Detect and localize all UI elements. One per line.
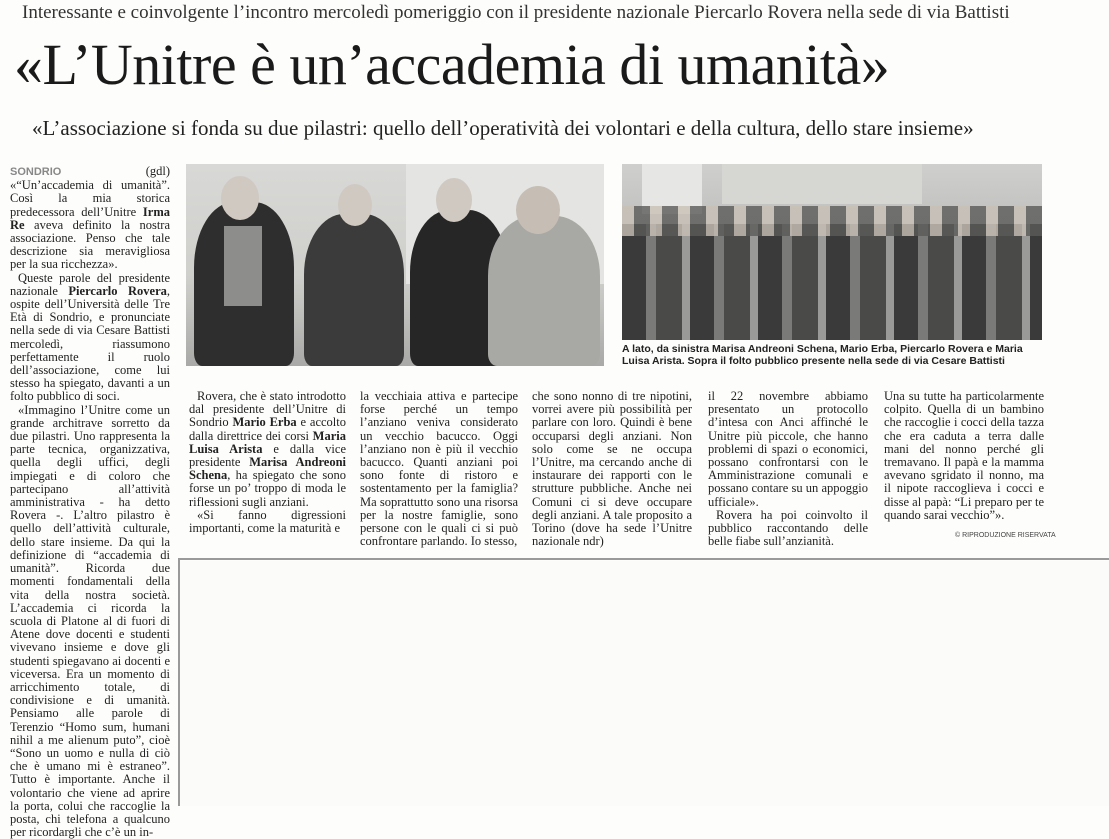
paragraph: il 22 novembre abbiamo presentato un protocollo d’intesa con Anci affinché le Unitre più piccole, che hanno problemi di spazi o economici, possano confrontarsi con le Amministrazione comunali e possano contare su un appoggio ufficiale».: [708, 389, 868, 509]
paragraph: Rovera, che è stato introdotto dal presidente dell’Unitre di Sondrio Mario Erba e accolto dalla direttrice dei corsi Maria Luisa Arista e dalla vice presidente Marisa Andreoni Schena, ha spiegato che sono forse un po’ troppo di moda le riflessioni sugli anziani.: [189, 389, 347, 509]
photo-speakers: [186, 164, 604, 366]
blank-area: [180, 561, 1109, 806]
article-column-2: [189, 390, 346, 535]
back-wall: [722, 164, 922, 204]
head-2: [338, 184, 372, 226]
lead-paragraph: SONDRIO (gdl) «“Un’accademia di umanità”. Così la mia storica predecessora dell’Unitre Irma Re aveva definito la nostra associazione. Penso che tale descrizione sia meravigliosa per la sua ricchezza».: [10, 164, 171, 272]
paragraph: la vecchiaia attiva e partecipe forse perché un tempo l’anziano veniva considerato un vecchio bacucco. Oggi l’anziano non è più il vecchio bacucco. Quanti anziani poi sono fonte di ristoro e sostentamento per la famiglia? Ma soprattutto sono una risorsa per la nostre famiglie, sono persone con le quali ci si può confrontare parlando. Io stesso,: [360, 389, 518, 549]
person-4: [488, 216, 600, 366]
kicker: Interessante e coinvolgente l’incontro mercoledì pomeriggio con il presidente nazionale Piercarlo Rovera nella sede di via Battisti: [22, 2, 1010, 23]
byline: (gdl): [145, 164, 170, 178]
head-1: [221, 176, 259, 220]
head-3: [436, 178, 472, 222]
copyright-notice: © RIPRODUZIONE RISERVATA: [955, 532, 1056, 539]
article-column-6: [884, 390, 1044, 522]
article-column-3: [360, 390, 518, 548]
dateline: SONDRIO: [10, 166, 62, 178]
blouse: [224, 226, 262, 306]
headline: «L’Unitre è un’accademia di umanità»: [14, 32, 890, 97]
photo-caption: A lato, da sinistra Marisa Andreoni Schena, Mario Erba, Piercarlo Rovera e Maria Luisa Arista. Sopra il folto pubblico presente nella sede di via Cesare Battisti: [622, 343, 1023, 367]
audience-heads: [622, 206, 1042, 236]
paragraph: Una su tutte ha particolarmente colpito. Quella di un bambino che raccoglie i cocci della tazza che era caduta a terra dalle mani del nonno perché gli tremavano. Il papà e la mamma avevano sgridato il nonno, ma il nipote raccoglieva i cocci e disse al papà: “Li preparo per te quando sarai vecchio”».: [884, 389, 1044, 522]
article-column-4: [532, 390, 692, 548]
photo-audience: [622, 164, 1042, 340]
paragraph: «Si fanno digressioni importanti, come la maturità e: [189, 507, 346, 536]
article-column-1: [10, 165, 170, 839]
paragraph: Rovera ha poi coinvolto il pubblico raccontando delle belle fiabe sull’anzianità.: [708, 507, 868, 549]
head-4: [516, 186, 560, 234]
article-column-5: [708, 390, 868, 548]
person-2: [304, 214, 404, 366]
subheadline: «L’associazione si fonda su due pilastri: quello dell’operatività dei volontari e della cultura, dello stare insieme»: [32, 116, 974, 140]
paragraph: Queste parole del presidente nazionale Piercarlo Rovera, ospite dell’Università delle Tre Età di Sondrio, e pronunciate nella sede di via Cesare Battisti mercoledì, riassumono perfettamente il ruolo dell’associazione, come lui stesso ha spiegato, davanti a un folto pubblico di soci.: [10, 270, 170, 404]
clipping-edge-horizontal: [180, 558, 1109, 560]
audience-crowd: [622, 224, 1042, 340]
paragraph: «Immagino l’Unitre come un grande architrave sorretto da due pilastri. Uno rappresenta la parte tecnica, organizzativa, quella degli uffici, degli impiegati e di coloro che partecipano all’attività amministrativa - ha detto Rovera -. L’altro pilastro è quello dell’attività culturale, dello stare insieme. Da qui la definizione di “accademia di umanità”. Ricorda due momenti fondamentali della vita della nostra società. L’accademia ci ricorda la scuola di Platone al di fuori di Atene dove docenti e studenti vivevano insieme e dove gli studenti spiegavano ai docenti e viceversa. Era un momento di arricchimento totale, di condivisione e di umanità. Pensiamo alle parole di Terenzio “Homo sum, humani nihil a me alienum puto”, cioè “Sono un uomo e nulla di ciò che è umano mi è estraneo”. Tutto è importante. Anche il volontario che viene ad aprire la porta, colui che raccoglie la posta, chi telefona a qualcuno per ricordargli che c’è un in-: [10, 402, 170, 839]
paragraph: che sono nonno di tre nipotini, vorrei avere più possibilità per parlare con loro. Quindi è bene occuparsi degli anziani. Non solo come se ne occupa l’Unitre, ma cercando anche di instaurare dei rapporti con le strutture pubbliche. Anche nei Comuni ci si deve occupare degli anziani. A tale proposito a Torino (dove ha sede l’Unitre nazionale ndr): [532, 389, 692, 549]
